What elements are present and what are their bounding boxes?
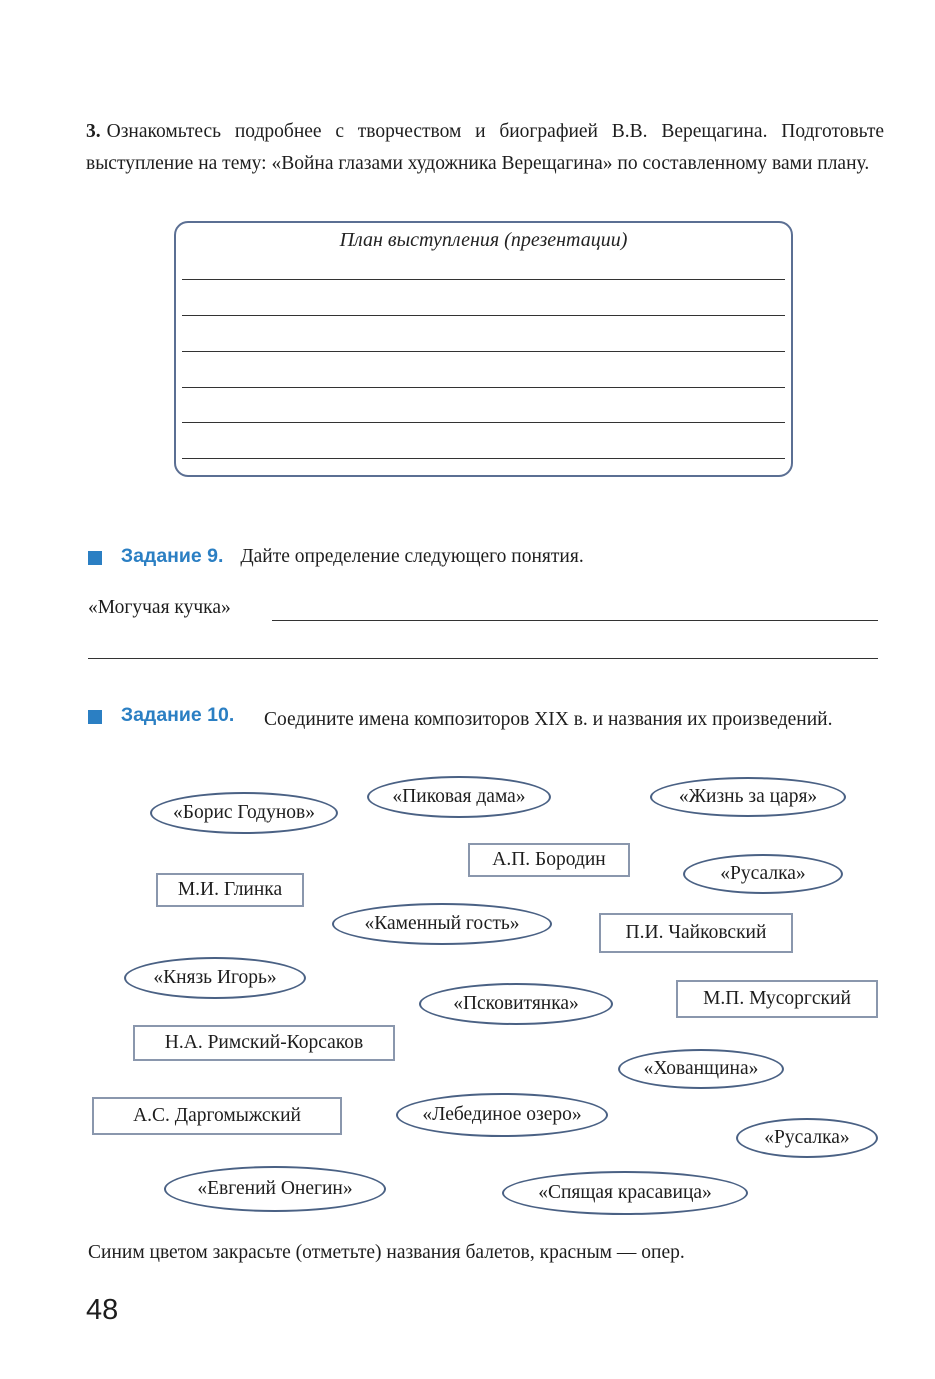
work-oval[interactable]: «Псковитянка» bbox=[419, 983, 613, 1025]
task10-text: Соедините имена композиторов XIX в. и названия их произведений. bbox=[264, 709, 833, 730]
task10-label: Задание 10. bbox=[120, 704, 235, 726]
task9-label: Задание 9. bbox=[120, 545, 224, 567]
task9-text: Дайте определение следующего понятия. bbox=[240, 546, 584, 567]
work-oval[interactable]: «Пиковая дама» bbox=[367, 776, 551, 818]
work-oval[interactable]: «Жизнь за царя» bbox=[650, 777, 846, 817]
plan-line-2[interactable] bbox=[182, 315, 785, 316]
work-oval[interactable]: «Спящая красавица» bbox=[502, 1171, 748, 1215]
composer-tag[interactable]: М.П. Мусоргский bbox=[676, 980, 878, 1018]
composer-tag[interactable]: М.И. Глинка bbox=[156, 873, 304, 907]
task10-heading bbox=[88, 704, 234, 727]
plan-line-5[interactable] bbox=[182, 422, 785, 423]
page-number: 48 bbox=[86, 1294, 119, 1326]
plan-title: План выступления (презентации) bbox=[339, 229, 628, 251]
task-marker-icon bbox=[88, 551, 102, 565]
definition-line-2[interactable] bbox=[88, 658, 878, 659]
definition-line-1[interactable] bbox=[272, 620, 878, 621]
work-oval[interactable]: «Князь Игорь» bbox=[124, 957, 306, 999]
work-oval[interactable]: «Евгений Онегин» bbox=[164, 1166, 386, 1212]
task-marker-icon bbox=[88, 710, 102, 724]
task10-instruction: Синим цветом закрасьте (отметьте) названия балетов, красным — опер. bbox=[88, 1242, 685, 1263]
task3-paragraph bbox=[86, 116, 884, 180]
task3-number: 3. bbox=[86, 121, 101, 142]
composer-tag[interactable]: П.И. Чайковский bbox=[599, 913, 793, 953]
composer-tag[interactable]: А.С. Даргомыжский bbox=[92, 1097, 342, 1135]
work-oval[interactable]: «Русалка» bbox=[683, 854, 843, 894]
work-oval[interactable]: «Русалка» bbox=[736, 1118, 878, 1158]
work-oval[interactable]: «Борис Годунов» bbox=[150, 792, 338, 834]
work-oval[interactable]: «Каменный гость» bbox=[332, 903, 552, 945]
task9-term: «Могучая кучка» bbox=[88, 597, 231, 618]
work-oval[interactable]: «Лебединое озеро» bbox=[396, 1093, 608, 1137]
composer-tag[interactable]: А.П. Бородин bbox=[468, 843, 630, 877]
composer-tag[interactable]: Н.А. Римский-Корсаков bbox=[133, 1025, 395, 1061]
plan-box bbox=[174, 221, 793, 477]
plan-line-3[interactable] bbox=[182, 351, 785, 352]
plan-line-6[interactable] bbox=[182, 458, 785, 459]
task3-text: Ознакомьтесь подробнее с творчеством и биографией В.В. Верещагина. Подготовьте выступление на тему: «Война глазами художника Верещагина» по составленному вами плану. bbox=[86, 121, 884, 174]
plan-line-1[interactable] bbox=[182, 279, 785, 280]
work-oval[interactable]: «Хованщина» bbox=[618, 1049, 784, 1089]
plan-line-4[interactable] bbox=[182, 387, 785, 388]
task9-heading bbox=[88, 545, 584, 568]
